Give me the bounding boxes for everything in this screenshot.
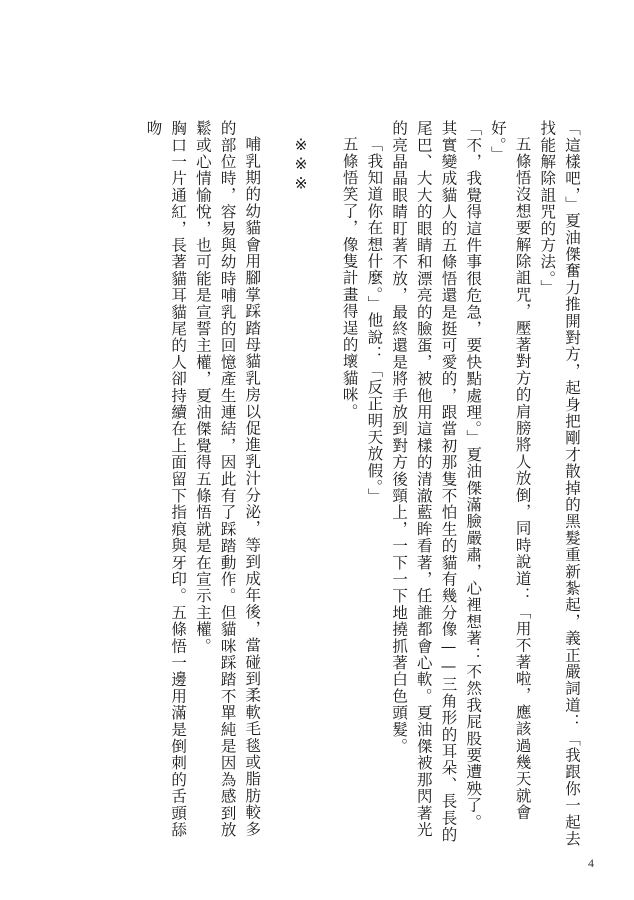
paragraph-8: 胸口一片通紅，長著貓耳貓尾的人卻持續在上面留下指痕與牙印。五條悟一邊用滿是倒刺的舌頭舔吻 — [144, 120, 188, 839]
page-number: 4 — [588, 856, 594, 870]
section-separator: ※※※ — [291, 135, 310, 194]
paragraph-1: 「這樣吧，」夏油傑奮力推開對方，起身把剛才散掉的黑髮重新紮起，義正嚴詞道：「我跟你一起去找能解除詛咒的方法。」 — [538, 120, 581, 848]
paragraph-4: 其實變成貓人的五條悟還是挺可愛的，跟當初那隻不怕生的貓有幾分像——三角形的耳朵、長長的尾巴、大大的眼睛和漂亮的臉蛋，被他用這樣的清澈藍眸看著，任誰都會心軟。夏油傑被那閃著光的亮晶晶眼睛盯著不放，最終還是將手放到對方後頸上，一下一下地撓抓著白色頭髮。 — [390, 120, 458, 844]
paragraph-2: 五條悟沒想要解除詛咒，壓著對方的肩膀將人放倒，同時說道：「用不著啦，應該過幾天就會好。」 — [488, 120, 532, 821]
paragraph-6: 五條悟笑了，像隻計畫得逞的壞貓咪。 — [340, 135, 359, 420]
paragraph-3: 「不，我覺得這件事很危急，要快點處理。」夏油傑滿臉嚴肅，心裡想著：不然我屁股要遭殃了。 — [464, 120, 483, 831]
paragraph-5: 「我知道你在想什麼。」他說：「反正明天放假。」 — [365, 135, 384, 505]
paragraph-7: 哺乳期的幼貓會用腳掌踩踏母貓乳房以促進乳汁分泌，等到成年後，當碰到柔軟毛毯或脂肪較多的部位時，容易與幼時哺乳的回憶產生連結，因此有了踩踏動作。但貓咪踩踏不單純是因為感到放鬆或心情愉悅，也可能是宣誓主權，夏油傑覺得五條悟就是在宣示主權。 — [193, 120, 262, 839]
vertical-text-body — [141, 120, 584, 850]
